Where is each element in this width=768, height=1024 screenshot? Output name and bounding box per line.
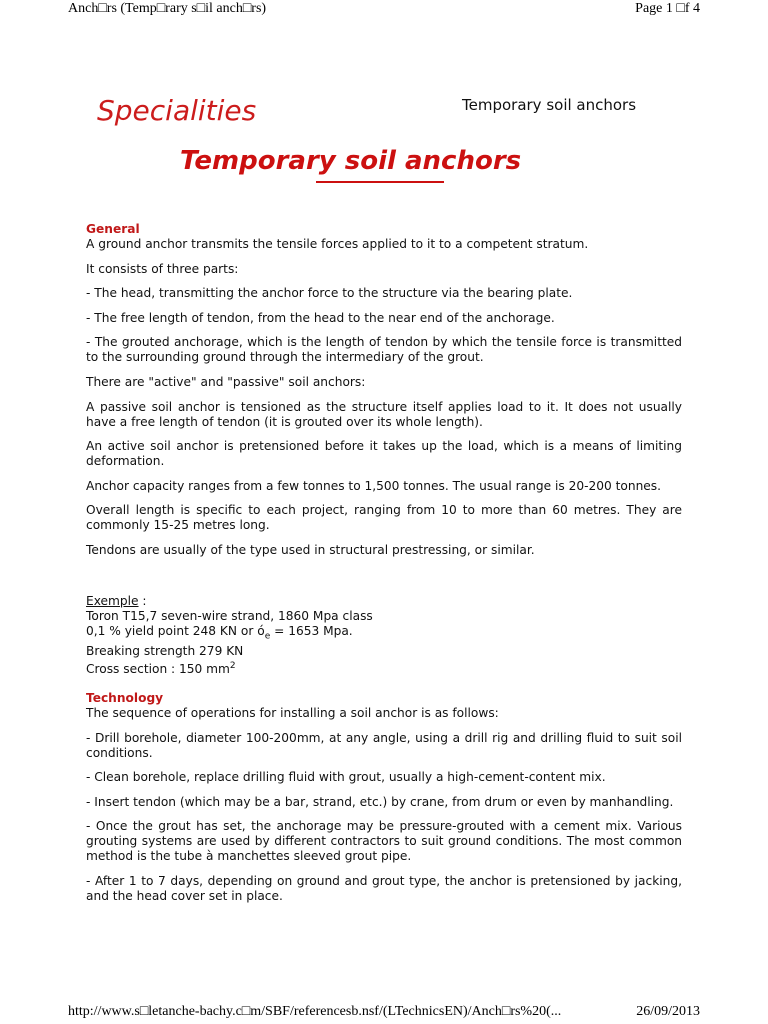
technology-paragraph: - Drill borehole, diameter 100-200mm, at any angle, using a drill rig and drilling fluid to suit soil conditions. — [86, 730, 682, 760]
print-header — [68, 0, 700, 20]
print-header-page-number: Page 1 □f 4 — [635, 1, 700, 16]
header-topic: Temporary soil anchors — [462, 96, 637, 114]
general-paragraph: - The grouted anchorage, which is the length of tendon by which the tensile force is transmitted to the surrounding ground through the intermediary of the grout. — [86, 335, 682, 365]
example-line: Toron T15,7 seven-wire strand, 1860 Mpa class — [86, 608, 373, 623]
title-underline — [316, 181, 444, 183]
general-paragraph: - The head, transmitting the anchor force to the structure via the bearing plate. — [86, 286, 573, 301]
example-label-colon: : — [138, 593, 147, 608]
technology-paragraph: - Once the grout has set, the anchorage may be pressure-grouted with a cement mix. Various grouting systems are used by different contractors to suit ground conditions. The most common method is the tube à manchettes sleeved grout pipe. — [86, 819, 682, 864]
general-paragraph: A passive soil anchor is tensioned as the structure itself applies load to it. It does not usually have a free length of tendon (it is grouted over its whole length). — [86, 399, 682, 429]
document-body — [86, 222, 682, 914]
example-line — [86, 624, 682, 644]
print-footer-date: 26/09/2013 — [636, 1004, 700, 1019]
example-label: Exemple — [86, 593, 139, 608]
example-yield-value: = 1653 Mpa. — [270, 623, 353, 638]
general-paragraph: Tendons are usually of the type used in structural prestressing, or similar. — [86, 542, 535, 557]
technology-paragraph: The sequence of operations for installing a soil anchor is as follows: — [86, 706, 499, 721]
technology-paragraph: - Clean borehole, replace drilling fluid with grout, usually a high-cement-content mix. — [86, 770, 606, 785]
print-header-title: Anch□rs (Temp□rary s□il anch□rs) — [68, 1, 267, 16]
example-cross-section: Cross section : 150 mm — [86, 662, 230, 677]
example-label-line — [86, 594, 682, 609]
example-yield-subscript: e — [264, 630, 271, 641]
general-paragraph: There are "active" and "passive" soil anchors: — [86, 374, 366, 389]
general-paragraph: A ground anchor transmits the tensile forces applied to it to a competent stratum. — [86, 237, 589, 251]
print-footer-url: http://www.s□letanche-bachy.c□m/SBF/referencesb.nsf/(LTechnicsEN)/Anch□rs%20(... — [68, 1004, 562, 1019]
general-paragraph: An active soil anchor is pretensioned before it takes up the load, which is a means of limiting deformation. — [86, 439, 682, 469]
example-line: Breaking strength 279 KN — [86, 643, 244, 658]
example-yield-text: 0,1 % yield point 248 KN or ó — [86, 623, 265, 638]
technology-paragraph: - After 1 to 7 days, depending on ground and grout type, the anchor is pretensioned by jacking, and the head cover set in place. — [86, 874, 682, 903]
general-heading: General — [86, 222, 140, 236]
technology-heading: Technology — [86, 691, 164, 706]
example-cross-section-superscript: 2 — [229, 660, 236, 671]
page-title: Temporary soil anchors — [180, 146, 522, 176]
example-line — [86, 659, 682, 677]
general-paragraph: - The free length of tendon, from the head to the near end of the anchorage. — [86, 310, 555, 325]
general-paragraph: Anchor capacity ranges from a few tonnes to 1,500 tonnes. The usual range is 20-200 tonnes. — [86, 478, 662, 493]
print-footer — [68, 1004, 700, 1024]
section-label: Specialities — [97, 94, 257, 127]
technology-paragraph: - Insert tendon (which may be a bar, strand, etc.) by crane, from drum or even by manhandling. — [86, 794, 674, 809]
general-paragraph: Overall length is specific to each project, ranging from 10 to more than 60 metres. They are commonly 15-25 metres long. — [86, 503, 682, 533]
general-paragraph: It consists of three parts: — [86, 261, 239, 276]
